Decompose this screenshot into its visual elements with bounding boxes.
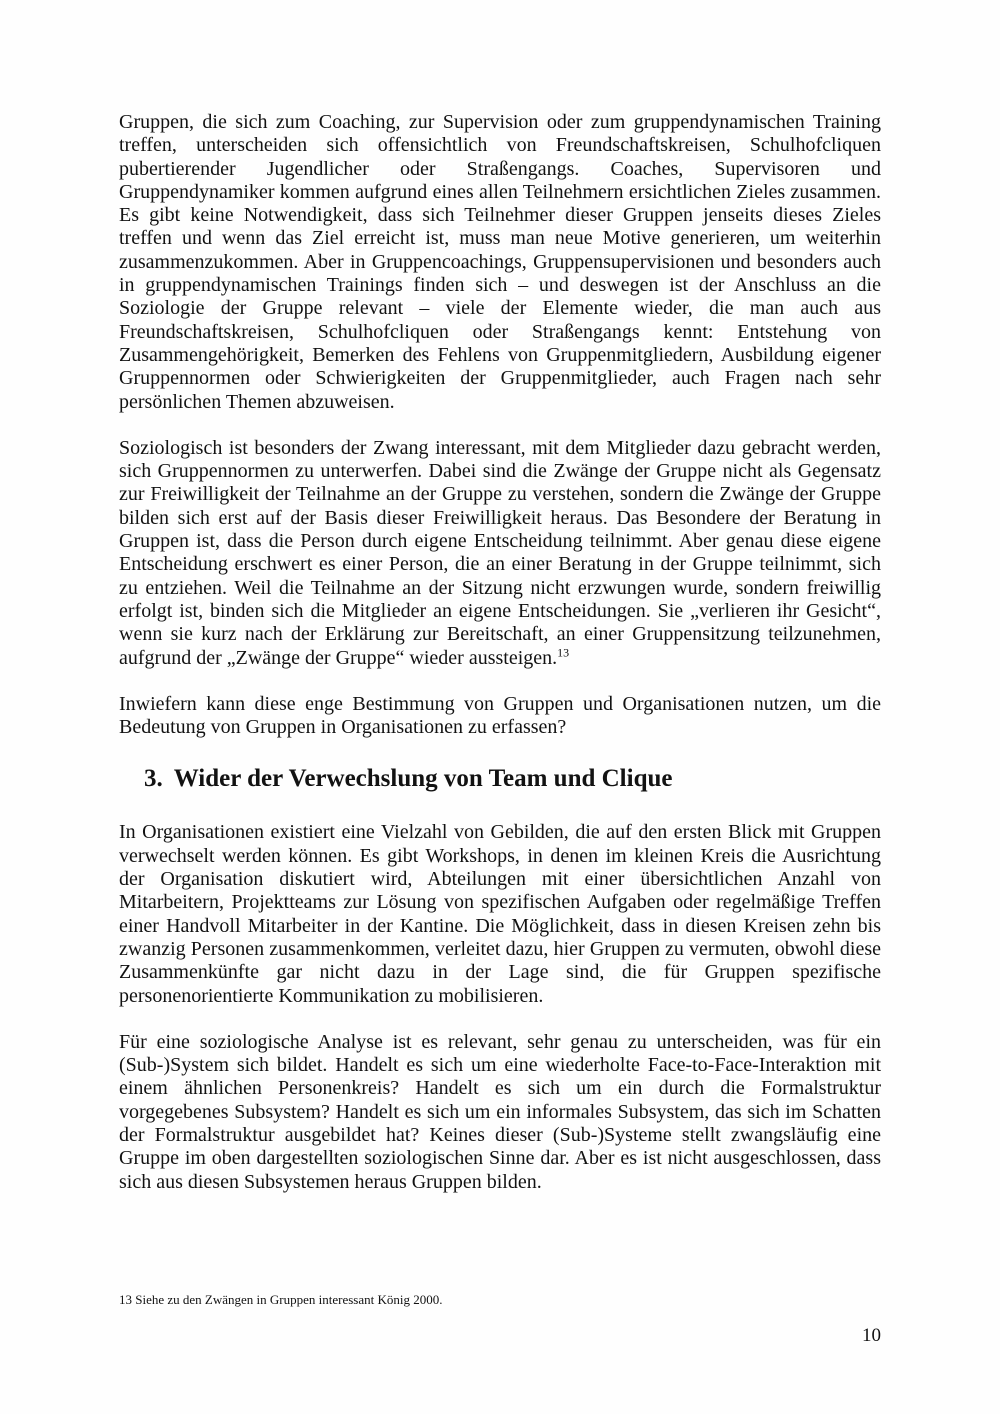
page-number: 10 [862, 1325, 881, 1346]
section-heading-number: 3. [144, 765, 163, 793]
paragraph-group-constraints [119, 437, 881, 670]
paragraph-groups-coaching: Gruppen, die sich zum Coaching, zur Supervision oder zum gruppendynamischen Training treffen, unterscheiden sich offensichtlich von Freundschaftskreisen, Schulhofcliquen pubertierender Jugendlicher oder Straßengangs. Coaches, Supervisoren und Gruppendynamiker kommen aufgrund eines allen Teilnehmern ersichtlichen Zieles zusammen. Es gibt keine Notwendigkeit, dass sich Teilnehmer dieser Gruppen jenseits dieses Zieles treffen und wenn das Ziel erreicht ist, muss man neue Motive generieren, um weiterhin zusammenzukommen. Aber in Gruppencoachings, Gruppensupervisionen und besonders auch in gruppendynamischen Trainings finden sich – und deswegen ist der Anschluss an die Soziologie der Gruppe relevant – viele der Elemente wieder, die man auch aus Freundschaftskreisen, Schulhofcliquen oder Straßengangs kennt: Entstehung von Zusammengehörigkeit, Bemerken des Fehlens von Gruppenmitgliedern, Ausbildung eigener Gruppennormen oder Schwierigkeiten der Gruppenmitglieder, auch Fragen nach sehr persönlichen Themen abzuweisen. [119, 111, 881, 413]
text-column [119, 111, 881, 1217]
footnote [119, 1291, 881, 1308]
footnote-text: Siehe zu den Zwängen in Gruppen interessant König 2000. [135, 1292, 443, 1307]
paragraph-soziologische-analyse: Für eine soziologische Analyse ist es relevant, sehr genau zu unterscheiden, was für ein (Sub-)System sich bildet. Handelt es sich um eine wiederholte Face-to-Face-Interaktion mit einem ähnlichen Personenkreis? Handelt es sich um ein durch die Formalstruktur vorgegebenes Subsystem? Handelt es sich um ein informales Subsystem, das sich im Schatten der Formalstruktur ausgebildet hat? Keines dieser (Sub-)Systeme stellt zwangsläufig eine Gruppe im oben dargestellten soziologischen Sinne dar. Aber es ist nicht ausgeschlossen, dass sich aus diesen Subsystemen heraus Gruppen bilden. [119, 1030, 881, 1193]
paragraph-group-constraints-text: Soziologisch ist besonders der Zwang interessant, mit dem Mitglieder dazu gebracht werden, sich Gruppennormen zu unterwerfen. Dabei sind die Zwänge der Gruppe nicht als Gegensatz zur Freiwilligkeit der Teilnahme an der Gruppe zu verstehen, sondern die Zwänge der Gruppe bilden sich erst auf der Basis dieser Freiwilligkeit heraus. Das Besondere der Beratung in Gruppen ist, dass die Person durch eigene Entscheidung teilnimmt. Aber genau diese eigene Entscheidung erschwert es einer Person, die an einer Beratung in der Gruppe teilnimmt, sich zu entziehen. Weil die Teilnahme an der Sitzung nicht erzwungen wurde, sondern freiwillig erfolgt ist, binden sich die Mitglieder an eigene Entscheidungen. Sie „verlieren ihr Gesicht“, wenn sie kurz nach der Erklärung zur Bereitschaft, an einer Gruppensitzung teilzunehmen, aufgrund der „Zwänge der Gruppe“ wieder aussteigen. [119, 436, 881, 669]
paragraph-organisation-gebilde: In Organisationen existiert eine Vielzahl von Gebilden, die auf den ersten Blick mit Gruppen verwechselt werden können. Es gibt Workshops, in denen im kleinen Kreis die Ausrichtung der Organisation diskutiert wird, Abteilungen mit einer übersichtlichen Anzahl von Mitarbeitern, Projektteams zur Lösung von spezifischen Aufgaben oder regelmäßige Treffen einer Handvoll Mitarbeiter in der Kantine. Die Möglichkeit, dass in diesen Kreisen zehn bis zwanzig Personen zusammenkommen, verleitet dazu, hier Gruppen zu vermuten, obwohl diese Zusammenkünfte gar nicht dazu in der Lage sind, die für Gruppen spezifische personenorientierte Kommunikation zu mobilisieren. [119, 821, 881, 1007]
footnote-marker: 13 [119, 1292, 132, 1307]
paragraph-question: Inwiefern kann diese enge Bestimmung von Gruppen und Organisationen nutzen, um die Bedeutung von Gruppen in Organisationen zu erfassen? [119, 692, 881, 739]
footnote-reference-13: 13 [557, 644, 570, 659]
section-heading-title: Wider der Verwechslung von Team und Clique [173, 765, 673, 793]
section-heading [119, 762, 881, 795]
